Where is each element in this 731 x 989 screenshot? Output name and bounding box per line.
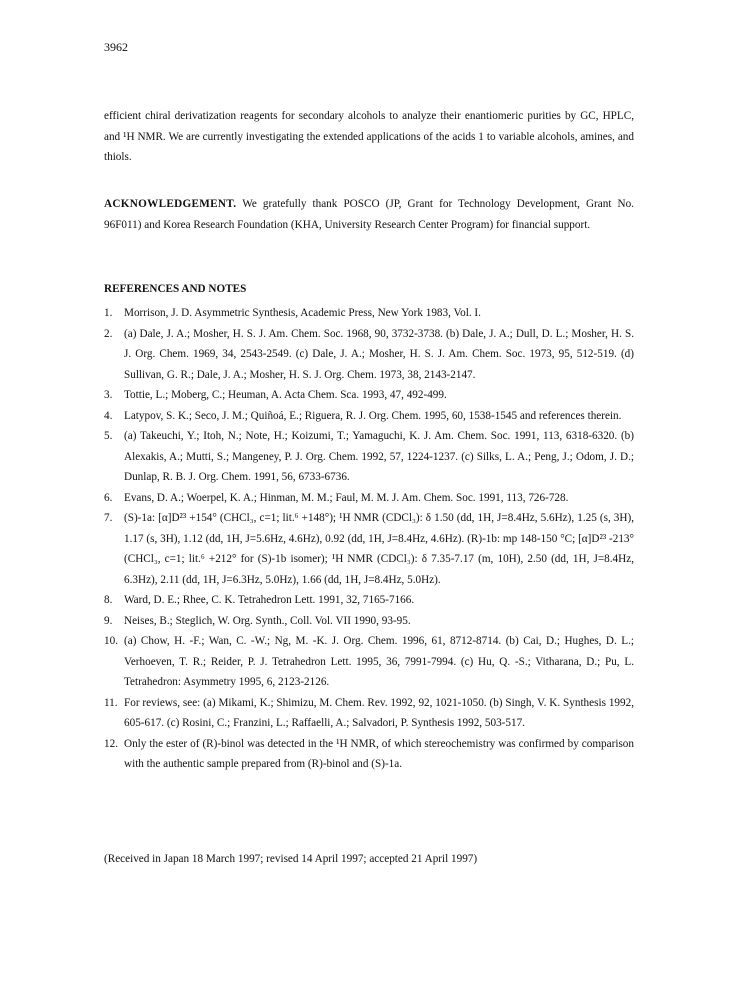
closing-paragraph: efficient chiral derivatization reagents for secondary alcohols to analyze their enantiomeric purities by GC, HPLC, and ¹H NMR. We are currently investigating the extended applications of the acids 1 to variable alcohols, amines, and thiols.: [104, 110, 634, 163]
reference-text: Morrison, J. D. Asymmetric Synthesis, Academic Press, New York 1983, Vol. I.: [124, 307, 481, 319]
reference-number: 6.: [104, 491, 113, 504]
reference-item: [104, 611, 634, 632]
reference-item: [104, 488, 634, 509]
reference-number: 4.: [104, 409, 113, 422]
reference-item: [104, 324, 634, 386]
reference-text: (a) Takeuchi, Y.; Itoh, N.; Note, H.; Koizumi, T.; Yamaguchi, K. J. Am. Chem. Soc. 1991, 113, 6318-6320. (b) Alexakis, A.; Mutti, S.; Mangeney, P. J. Org. Chem. 1992, 57, 1224-1237. (c) Silks, L. A.; Peng, J.; Odom, J. D.; Dunlap, R. B. J. Org. Chem. 1991, 56, 6733-6736.: [124, 430, 634, 483]
reference-item: [104, 734, 634, 775]
reference-text: Latypov, S. K.; Seco, J. M.; Quiñoá, E.; Riguera, R. J. Org. Chem. 1995, 60, 1538-1545 and references therein.: [124, 409, 622, 422]
references-list: [104, 303, 634, 775]
references-heading: REFERENCES AND NOTES: [104, 283, 247, 295]
reference-item: [104, 303, 634, 324]
reference-item: [104, 693, 634, 734]
reference-text: (a) Dale, J. A.; Mosher, H. S. J. Am. Chem. Soc. 1968, 90, 3732-3738. (b) Dale, J. A.; Dull, D. L.; Mosher, H. S. J. Org. Chem. 1969, 34, 2543-2549. (c) Dale, J. A.; Mosher, H. S. J. Am. Chem. Soc. 1973, 95, 512-519. (d) Sullivan, G. R.; Dale, J. A.; Mosher, H. S. J. Org. Chem. 1973, 38, 2143-2147.: [124, 327, 634, 381]
reference-text: Neises, B.; Steglich, W. Org. Synth., Coll. Vol. VII 1990, 93-95.: [124, 614, 411, 627]
reference-number: 7.: [104, 512, 113, 524]
reference-text: For reviews, see: (a) Mikami, K.; Shimizu, M. Chem. Rev. 1992, 92, 1021-1050. (b) Singh, V. K. Synthesis 1992, 605-617. (c) Rosini, C.; Franzini, L.; Raffaelli, A.; Salvadori, P. Synthesis 1992, 503-517.: [124, 696, 634, 729]
reference-item: [104, 631, 634, 693]
reference-number: 2.: [104, 327, 113, 340]
acknowledgement: [104, 194, 634, 235]
reference-number: 9.: [104, 614, 113, 627]
reference-text: Ward, D. E.; Rhee, C. K. Tetrahedron Lett. 1991, 32, 7165-7166.: [124, 594, 415, 606]
reference-text: Only the ester of (R)-binol was detected in the ¹H NMR, of which stereochemistry was confirmed by comparison with the authentic sample prepared from (R)-binol and (S)-1a.: [124, 737, 634, 770]
reference-number: 1.: [104, 307, 113, 319]
reference-item: [104, 406, 634, 427]
reference-text: (a) Chow, H. -F.; Wan, C. -W.; Ng, M. -K. J. Org. Chem. 1996, 61, 8712-8714. (b) Cai, D.; Hughes, D. L.; Verhoeven, T. R.; Reider, P. J. Tetrahedron Lett. 1995, 36, 7991-7994. (c) Hu, Q. -S.; Vitharana, D.; Pu, L. Tetrahedron: Asymmetry 1995, 6, 2123-2126.: [124, 635, 634, 688]
reference-number: 11.: [104, 696, 118, 709]
reference-item: [104, 426, 634, 488]
reference-number: 12.: [104, 737, 118, 750]
reference-text: (S)-1a: [α]D²³ +154° (CHCl₃, c=1; lit.⁶ +148°); ¹H NMR (CDCl₃): δ 1.50 (dd, 1H, J=8.4Hz, 5.6Hz), 1.25 (s, 3H), 1.17 (s, 3H), 1.12 (dd, 1H, J=5.6Hz, 4.6Hz), 0.92 (dd, 1H, J=8.4Hz, 4.6Hz). (R)-1b: mp 148-150 °C; [α]D²³ -213° (CHCl₃, c=1; lit.⁶ +212° for (S)-1b isomer); ¹H NMR (CDCl₃): δ 7.35-7.17 (m, 10H), 2.50 (dd, 1H, J=8.4Hz, 6.3Hz), 2.11 (dd, 1H, J=6.3Hz, 5.0Hz), 1.66 (dd, 1H, J=8.4Hz, 5.0Hz).: [124, 512, 634, 586]
reference-number: 3.: [104, 389, 113, 401]
acknowledgement-heading: ACKNOWLEDGEMENT.: [104, 198, 237, 210]
page-number: 3962: [104, 40, 128, 54]
reference-text: Tottie, L.; Moberg, C.; Heuman, A. Acta Chem. Sca. 1993, 47, 492-499.: [124, 389, 447, 401]
reference-text: Evans, D. A.; Woerpel, K. A.; Hinman, M. M.; Faul, M. M. J. Am. Chem. Soc. 1991, 113, 726-728.: [124, 491, 569, 504]
reference-number: 10.: [104, 635, 118, 647]
reference-item: [104, 590, 634, 611]
reference-number: 5.: [104, 430, 113, 442]
received-note: (Received in Japan 18 March 1997; revised 14 April 1997; accepted 21 April 1997): [104, 853, 478, 865]
reference-number: 8.: [104, 594, 113, 606]
acknowledgement-text: We gratefully thank POSCO (JP, Grant for Technology Development, Grant No. 96F011) and Korea Research Foundation (KHA, University Research Center Program) for financial support.: [104, 198, 634, 231]
reference-item: [104, 385, 634, 406]
reference-item: [104, 508, 634, 590]
